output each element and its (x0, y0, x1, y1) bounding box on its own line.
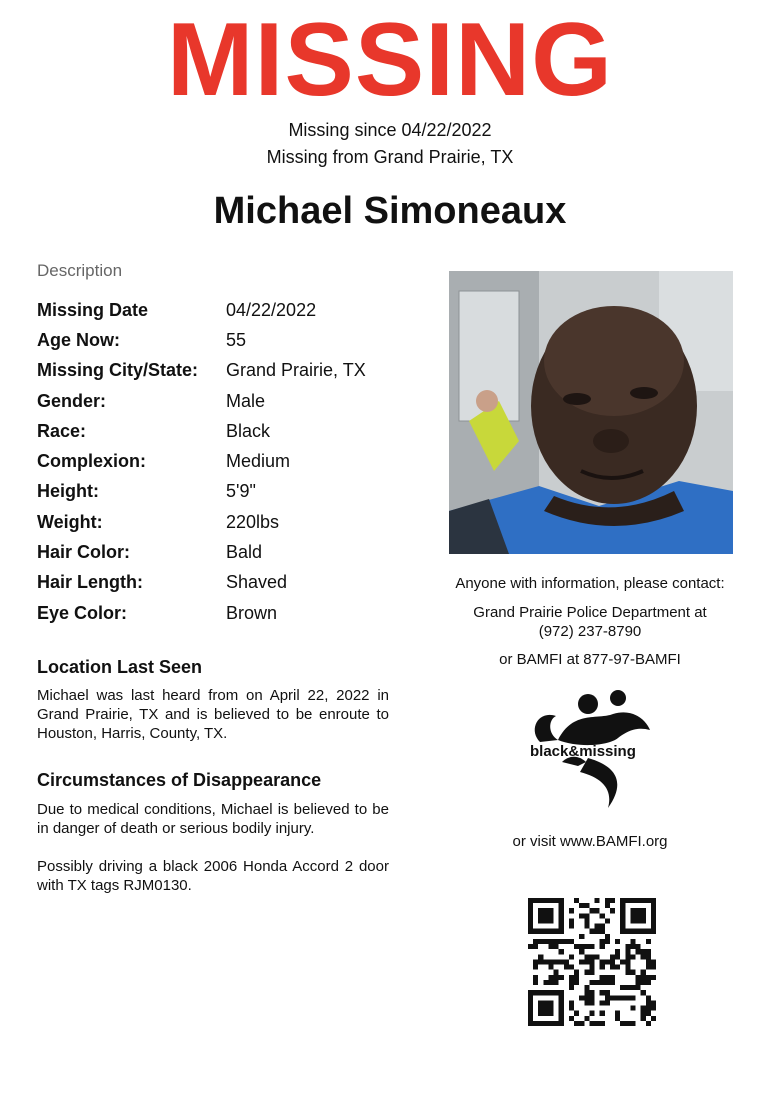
detail-row-age (37, 325, 407, 355)
circumstances-title: Circumstances of Disappearance (37, 770, 322, 790)
person-name: Michael Simoneaux (213, 190, 567, 232)
detail-row-complexion (37, 446, 407, 476)
detail-value: 55 (226, 329, 247, 350)
details-table (37, 295, 407, 628)
location-title: Location Last Seen (37, 657, 203, 677)
detail-key: Hair Color: (37, 542, 131, 563)
detail-row-race (37, 416, 407, 446)
detail-row-city-state (37, 356, 407, 386)
detail-key: Missing City/State: (37, 360, 199, 381)
detail-value: Bald (226, 542, 263, 563)
location-text: Michael was last heard from on April 22, 2022 in Grand Prairie, TX and is believed to be enroute to Houston, Harris, County, TX. (37, 687, 389, 743)
detail-key: Gender: (37, 390, 107, 411)
qr-code-icon (528, 898, 656, 1026)
detail-row-missing-date (37, 295, 407, 325)
detail-key: Weight: (37, 511, 103, 532)
detail-key: Missing Date (37, 299, 149, 320)
detail-row-height (37, 477, 407, 507)
detail-value: Medium (226, 451, 291, 472)
detail-row-eye-color (37, 598, 407, 628)
missing-from: Missing from Grand Prairie, TX (266, 147, 514, 167)
detail-value: 5'9" (226, 481, 256, 502)
detail-row-gender (37, 386, 407, 416)
logo-mark-icon (518, 690, 658, 808)
detail-value: Black (226, 420, 271, 441)
qr-code-graphic (528, 898, 656, 1026)
police-contact-phone: (972) 237-8790 (538, 622, 642, 640)
detail-key: Eye Color: (37, 602, 128, 623)
detail-value: 220lbs (226, 511, 280, 532)
detail-value: Male (226, 390, 266, 411)
detail-value: Shaved (226, 572, 288, 593)
missing-headline: MISSING (166, 2, 614, 118)
detail-key: Age Now: (37, 329, 120, 350)
detail-row-hair-length (37, 568, 407, 598)
detail-value: Brown (226, 602, 278, 623)
circumstances-text-vehicle: Possibly driving a black 2006 Honda Accord 2 door with TX tags RJM0130. (37, 858, 389, 895)
detail-key: Hair Length: (37, 572, 143, 593)
detail-key: Complexion: (37, 451, 147, 472)
contact-intro: Anyone with information, please contact: (455, 575, 725, 592)
bamfi-contact: or BAMFI at 877-97-BAMFI (499, 651, 681, 668)
detail-value: Grand Prairie, TX (226, 360, 366, 381)
person-photo (449, 271, 733, 554)
black-and-missing-logo (518, 690, 658, 808)
detail-key: Height: (37, 481, 99, 502)
detail-value: 04/22/2022 (226, 299, 317, 320)
detail-key: Race: (37, 420, 87, 441)
logo-text: black&missing (530, 743, 636, 760)
detail-row-hair-color (37, 537, 407, 567)
circumstances-text-medical: Due to medical conditions, Michael is believed to be in danger of death or serious bodily injury. (37, 801, 389, 838)
missing-since: Missing since 04/22/2022 (288, 120, 492, 140)
police-contact-line1: Grand Prairie Police Department at (473, 604, 707, 621)
detail-row-weight (37, 507, 407, 537)
visit-website: or visit www.BAMFI.org (512, 833, 668, 850)
description-label: Description (37, 261, 123, 280)
police-contact (420, 604, 760, 642)
person-photo-illustration (449, 271, 733, 554)
